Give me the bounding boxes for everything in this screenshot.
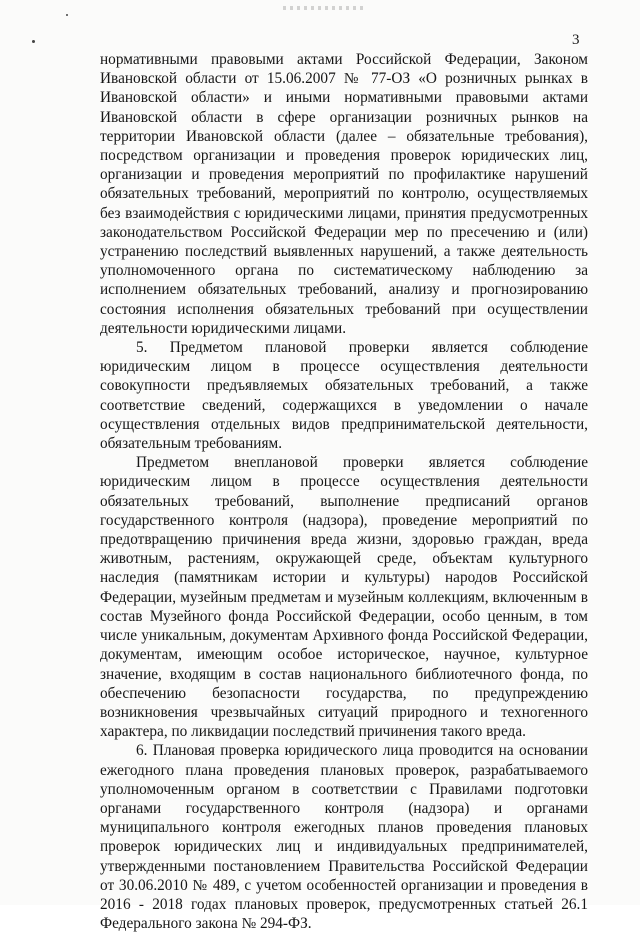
page-number: 3 <box>572 32 580 48</box>
scan-dot <box>32 40 35 43</box>
paragraph-unscheduled-inspection: Предметом внеплановой проверки является соблюдение юридическим лицом в процессе осуществления деятельности обязательных требований, выполнение предписаний органов государственного контроля (надзора), проведение мероприятий по предотвращению причинения вреда жизни, здоровью граждан, вреда животным, растениям, окружающей среде, объектам культурного наследия (памятникам истории и культуры) народов Российской Федерации, музейным предметам и музейным коллекциям, включенным в состав Музейного фонда Российской Федерации, особо ценным, в том числе уникальным, документам Архивного фонда Российской Федерации, документам, имеющим особое историческое, научное, культурное значение, входящим в состав национального библиотечного фонда, по обеспечению безопасности государства, по предупреждению возникновения чрезвычайных ситуаций природного и техногенного характера, по ликвидации последствий причинения такого вреда. <box>100 454 588 741</box>
paragraph-continuation: нормативными правовыми актами Российской Федерации, Законом Ивановской области от 15.06.2007 № 77-ОЗ «О розничных рынках в Ивановской области» и иными нормативными правовыми актами Ивановской области в сфере организации розничных рынков на территории Ивановской области (далее – обязательные требования), посредством организации и проведения проверок юридических лиц, организации и проведения мероприятий по профилактике нарушений обязательных требований, мероприятий по контролю, осуществляемых без взаимодействия с юридическими лицами, принятия предусмотренных законодательством Российской Федерации мер по пресечению и (или) устранению последствий выявленных нарушений, а также деятельность уполномоченного органа по систематическому наблюдению за исполнением обязательных требований, анализу и прогнозированию состояния исполнения обязательных требований при осуществлении деятельности юридическими лицами. <box>100 51 588 337</box>
scan-artifact <box>283 6 363 10</box>
paragraph-item-6: 6. Плановая проверка юридического лица проводится на основании ежегодного плана проведения плановых проверок, разрабатываемого уполномоченным органом в соответствии с Правилами подготовки органами государственного контроля (надзора) и органами муниципального контроля ежегодных планов проведения плановых проверок юридических лиц и индивидуальных предпринимателей, утвержденными постановлением Правительства Российской Федерации от 30.06.2010 № 489, с учетом особенностей организации и проведения в 2016 - 2018 годах плановых проверок, предусмотренных статьей 26.1 Федерального закона № 294-ФЗ. <box>100 742 588 933</box>
scan-dot <box>66 14 68 16</box>
document-body <box>100 50 588 933</box>
paragraph-item-5: 5. Предметом плановой проверки является соблюдение юридическим лицом в процессе осуществления деятельности совокупности предъявляемых обязательных требований, а также соответствие сведений, содержащихся в уведомлении о начале осуществления отдельных видов предпринимательской деятельности, обязательным требованиям. <box>100 339 588 453</box>
